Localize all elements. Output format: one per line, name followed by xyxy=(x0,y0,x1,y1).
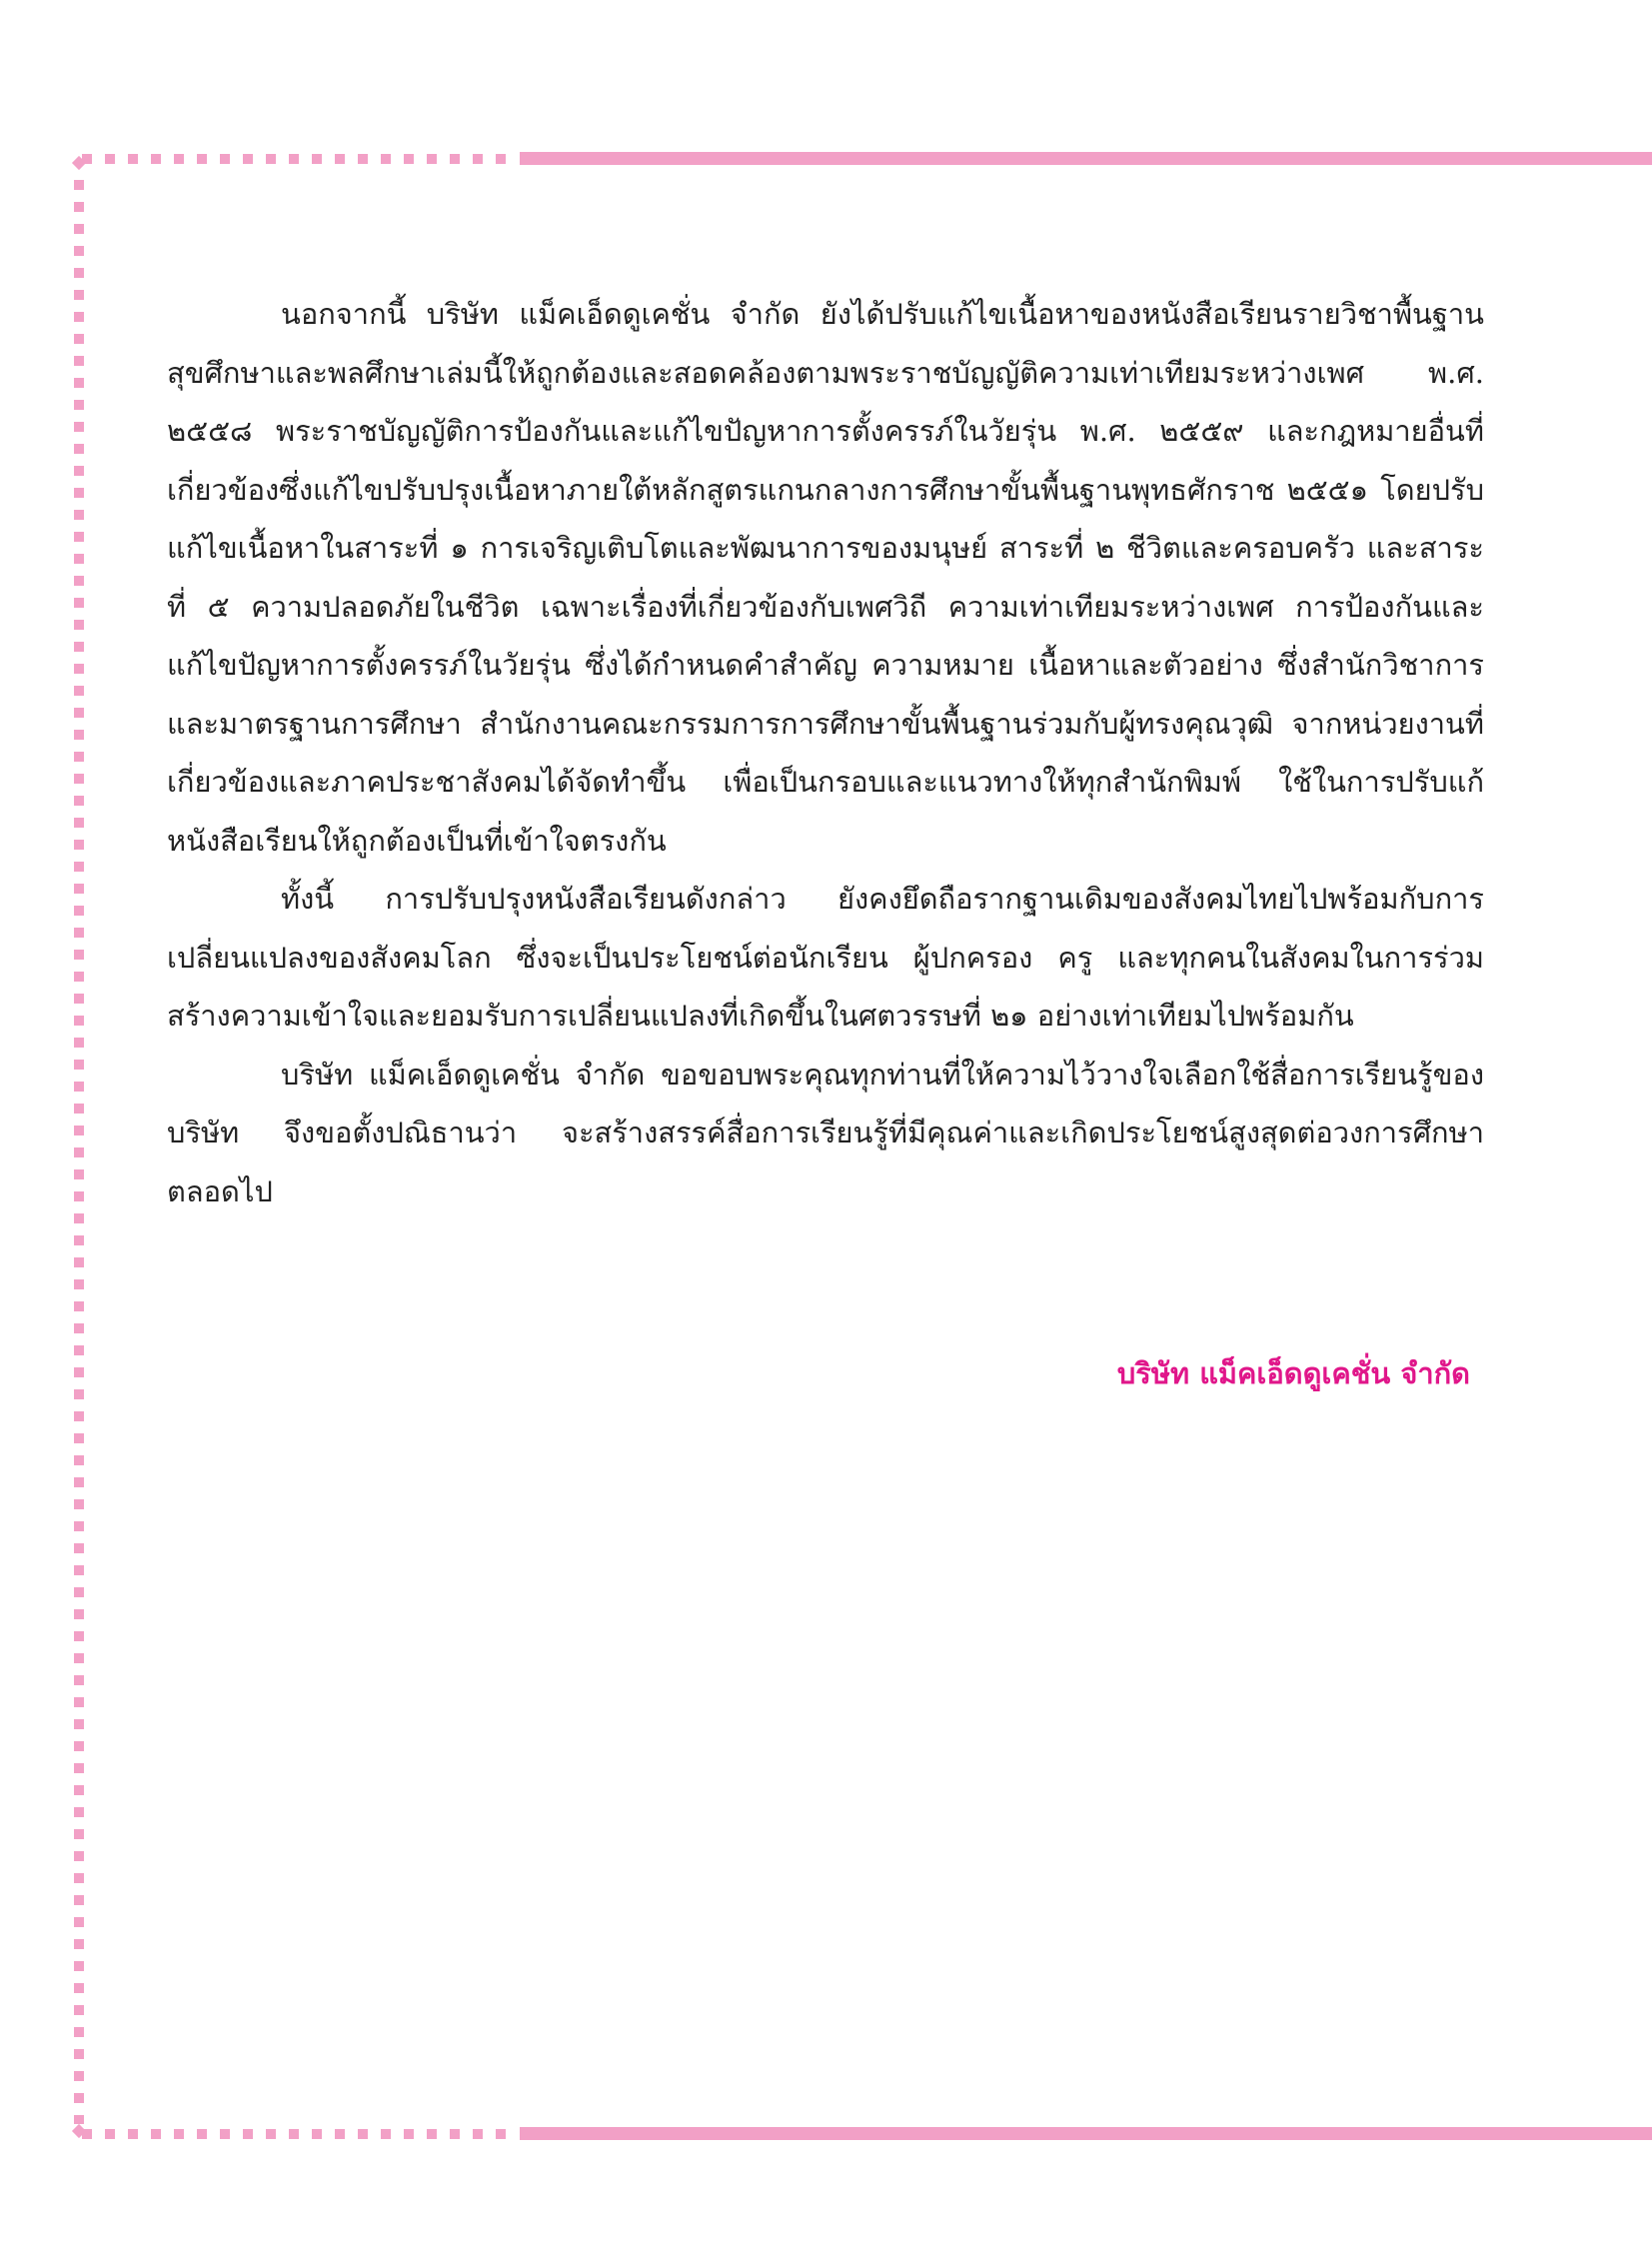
frame-top-dotted-border xyxy=(82,154,512,164)
frame-left-dotted-border xyxy=(74,180,84,2124)
frame-top-solid-border xyxy=(520,152,1652,165)
paragraph-foundation-note: ทั้งนี้ การปรับปรุงหนังสือเรียนดังกล่าว ยังคงยึดถือรากฐานเดิมของสังคมไทยไปพร้อมกับการเปลี่ยนแปลงของสังคมโลก ซึ่งจะเป็นประโยชน์ต่อนักเรียน ผู้ปกครอง ครู และทุกคนในสังคมในการร่วมสร้างความเข้าใจและยอมรับการเปลี่ยนแปลงที่เกิดขึ้นในศตวรรษที่ ๒๑ อย่างเท่าเทียมไปพร้อมกัน xyxy=(167,882,1484,1033)
paragraph-thanks: บริษัท แม็คเอ็ดดูเคชั่น จำกัด ขอขอบพระคุณทุกท่านที่ให้ความไว้วางใจเลือกใช้สื่อการเรียนรู้ของบริษัท จึงขอตั้งปณิธานว่า จะสร้างสรรค์สื่อการเรียนรู้ที่มีคุณค่าและเกิดประโยชน์สูงสุดต่อวงการศึกษาตลอดไป xyxy=(167,1057,1484,1208)
frame-bottom-dotted-border xyxy=(82,2129,512,2139)
frame-bottom-solid-border xyxy=(520,2127,1652,2140)
preface-body xyxy=(167,285,1484,1220)
company-signature: บริษัท แม็คเอ็ดดูเคชั่น จำกัด xyxy=(1116,1356,1470,1390)
paragraph-revision-notice: นอกจากนี้ บริษัท แม็คเอ็ดดูเคชั่น จำกัด ยังได้ปรับแก้ไขเนื้อหาของหนังสือเรียนรายวิชาพื้นฐานสุขศึกษาและพลศึกษาเล่มนี้ให้ถูกต้องและสอดคล้องตามพระราชบัญญัติความเท่าเทียมระหว่างเพศ พ.ศ. ๒๕๕๘ พระราชบัญญัติการป้องกันและแก้ไขปัญหาการตั้งครรภ์ในวัยรุ่น พ.ศ. ๒๕๕๙ และกฎหมายอื่นที่เกี่ยวข้องซึ่งแก้ไขปรับปรุงเนื้อหาภายใต้หลักสูตรแกนกลางการศึกษาขั้นพื้นฐานพุทธศักราช ๒๕๕๑ โดยปรับแก้ไขเนื้อหาในสาระที่ ๑ การเจริญเติบโตและพัฒนาการของมนุษย์ สาระที่ ๒ ชีวิตและครอบครัว และสาระที่ ๕ ความปลอดภัยในชีวิต เฉพาะเรื่องที่เกี่ยวข้องกับเพศวิถี ความเท่าเทียมระหว่างเพศ การป้องกันและแก้ไขปัญหาการตั้งครรภ์ในวัยรุ่น ซึ่งได้กำหนดคำสำคัญ ความหมาย เนื้อหาและตัวอย่าง ซึ่งสำนักวิชาการและมาตรฐานการศึกษา สำนักงานคณะกรรมการการศึกษาขั้นพื้นฐานร่วมกับผู้ทรงคุณวุฒิ จากหน่วยงานที่เกี่ยวข้องและภาคประชาสังคมได้จัดทำขึ้น เพื่อเป็นกรอบและแนวทางให้ทุกสำนักพิมพ์ ใช้ในการปรับแก้หนังสือเรียนให้ถูกต้องเป็นที่เข้าใจตรงกัน xyxy=(167,297,1484,858)
